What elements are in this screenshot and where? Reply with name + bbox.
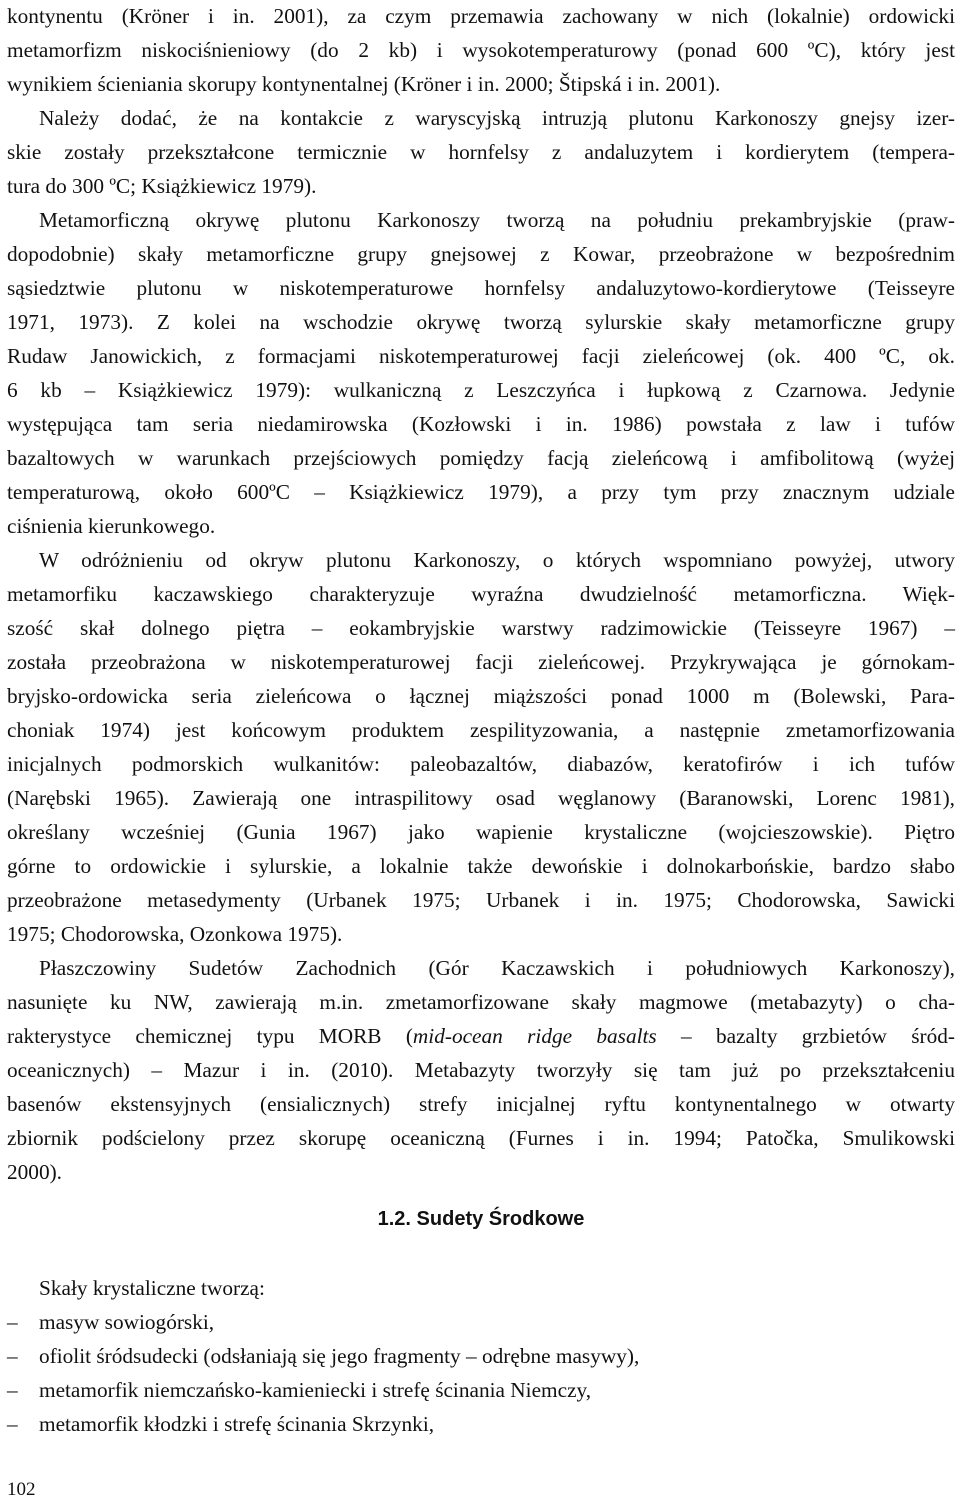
paragraph-4-line-8: (Narębski 1965). Zawierają one intraspilitowy osad węglanowy (Baranowski, Lorenc 1981),	[7, 786, 955, 810]
page-number: 102	[7, 1479, 36, 1500]
paragraph-5-line-4: oceanicznych) – Mazur i in. (2010). Metabazyty tworzyły się tam już po przekształceniu	[7, 1058, 955, 1082]
paragraph-4-line-4: została przeobrażona w niskotemperaturowej facji zieleńcowej. Przykrywająca je górnokam-	[7, 650, 955, 674]
list-item	[7, 1342, 639, 1370]
paragraph-4-line-10: górne to ordowickie i sylurskie, a lokalnie także dewońskie i dolnokarbońskie, bardzo słabo	[7, 854, 955, 878]
list-item-text: ofiolit śródsudecki (odsłaniają się jego fragmenty – odrębne masywy),	[39, 1344, 640, 1368]
paragraph-4-line-5: bryjsko-ordowicka seria zieleńcowa o łącznej miąższości ponad 1000 m (Bolewski, Para-	[7, 684, 955, 708]
list-item-text: metamorfik kłodzki i strefę ścinania Skrzynki,	[39, 1412, 435, 1436]
paragraph-5-line-5: basenów ekstensyjnych (ensialicznych) strefy inicjalnej ryftu kontynentalnego w otwarty	[7, 1092, 955, 1116]
paragraph-3-line-3: sąsiedztwie plutonu w niskotemperaturowe hornfelsy andaluzytowo-kordierytowe (Teisseyre	[7, 276, 955, 300]
paragraph-2-line-2: skie zostały przekształcone termicznie w hornfelsy z andaluzytem i kordierytem (tempera-	[7, 140, 955, 164]
paragraph-2-line-1: Należy dodać, że na kontakcie z waryscyjską intruzją plutonu Karkonoszy gnejsy izer-	[39, 106, 955, 130]
paragraph-5-line-3: rakterystyce chemicznej typu MORB (mid-ocean ridge basalts – bazalty grzbietów śród-	[7, 1024, 956, 1048]
paragraph-4-line-2: metamorfiku kaczawskiego charakteryzuje wyraźna dwudzielność metamorficzna. Więk-	[7, 582, 955, 606]
list-marker: –	[7, 1412, 18, 1436]
paragraph-3-line-1: Metamorficzną okrywę plutonu Karkonoszy tworzą na południu prekambryjskie (praw-	[39, 208, 955, 232]
paragraph-3-line-9: temperaturową, około 600ºC – Książkiewicz 1979), a przy tym przy znacznym udziale	[7, 480, 955, 504]
paragraph-5-line-7: 2000).	[7, 1160, 63, 1184]
paragraph-3-line-7: występująca tam seria niedamirowska (Kozłowski i in. 1986) powstała z law i tufów	[7, 412, 955, 436]
list-marker: –	[7, 1344, 18, 1368]
paragraph-3-line-8: bazaltowych w warunkach przejściowych pomiędzy facją zieleńcową i amfibolitową (wyżej	[7, 446, 955, 470]
paragraph-5-line-6: zbiornik podścielony przez skorupę oceaniczną (Furnes i in. 1994; Patočka, Smulikowski	[7, 1126, 955, 1150]
paragraph-2-line-3: tura do 300 ºC; Książkiewicz 1979).	[7, 174, 317, 198]
list-item	[7, 1308, 214, 1336]
list-item	[7, 1376, 591, 1404]
list-item	[7, 1410, 434, 1438]
paragraph-4-line-12: 1975; Chodorowska, Ozonkowa 1975).	[7, 922, 343, 946]
list-intro: Skały krystaliczne tworzą:	[39, 1276, 265, 1300]
list-item-text: masyw sowiogórski,	[39, 1310, 215, 1334]
paragraph-4-line-6: choniak 1974) jest końcowym produktem zespilityzowania, a następnie zmetamorfizowania	[7, 718, 955, 742]
list-marker: –	[7, 1378, 18, 1402]
paragraph-4-line-9: określany wcześniej (Gunia 1967) jako wapienie krystaliczne (wojcieszowskie). Piętro	[7, 820, 955, 844]
paragraph-5-line-1: Płaszczowiny Sudetów Zachodnich (Gór Kaczawskich i południowych Karkonoszy),	[39, 956, 955, 980]
list-marker: –	[7, 1310, 18, 1334]
paragraph-4-line-1: W odróżnieniu od okryw plutonu Karkonoszy, o których wspomniano powyżej, utwory	[39, 548, 955, 572]
paragraph-3-line-5: Rudaw Janowickich, z formacjami niskotemperaturowej facji zieleńcowej (ok. 400 ºC, ok.	[7, 344, 955, 368]
latin-term: mid-ocean ridge basalts	[412, 1024, 657, 1048]
paragraph-5-line-2: nasunięte ku NW, zawierają m.in. zmetamorfizowane skały magmowe (metabazyty) o cha-	[7, 990, 955, 1014]
paragraph-4-line-11: przeobrażone metasedymenty (Urbanek 1975; Urbanek i in. 1975; Chodorowska, Sawicki	[7, 888, 955, 912]
paragraph-3-line-10: ciśnienia kierunkowego.	[7, 514, 216, 538]
list-item-text: metamorfik niemczańsko-kamieniecki i strefę ścinania Niemczy,	[39, 1378, 592, 1402]
paragraph-1-line-3: wynikiem ścieniania skorupy kontynentalnej (Kröner i in. 2000; Štipská i in. 2001).	[7, 72, 721, 96]
paragraph-4-line-7: inicjalnych podmorskich wulkanitów: paleobazaltów, diabazów, keratofirów i ich tufów	[7, 752, 955, 776]
paragraph-3-line-2: dopodobnie) skały metamorficzne grupy gnejsowej z Kowar, przeobrażone w bezpośrednim	[7, 242, 955, 266]
paragraph-1-line-2: metamorfizm niskociśnieniowy (do 2 kb) i wysokotemperaturowy (ponad 600 ºC), który jest	[7, 38, 955, 62]
section-heading: 1.2. Sudety Środkowe	[377, 1208, 585, 1230]
paragraph-3-line-6: 6 kb – Książkiewicz 1979): wulkaniczną z Leszczyńca i łupkową z Czarnowa. Jedynie	[7, 378, 955, 402]
paragraph-1-line-1: kontynentu (Kröner i in. 2001), za czym przemawia zachowany w nich (lokalnie) ordowicki	[7, 4, 955, 28]
paragraph-3-line-4: 1971, 1973). Z kolei na wschodzie okrywę tworzą sylurskie skały metamorficzne grupy	[7, 310, 955, 334]
paragraph-4-line-3: szość skał dolnego piętra – eokambryjskie warstwy radzimowickie (Teisseyre 1967) –	[7, 616, 955, 640]
